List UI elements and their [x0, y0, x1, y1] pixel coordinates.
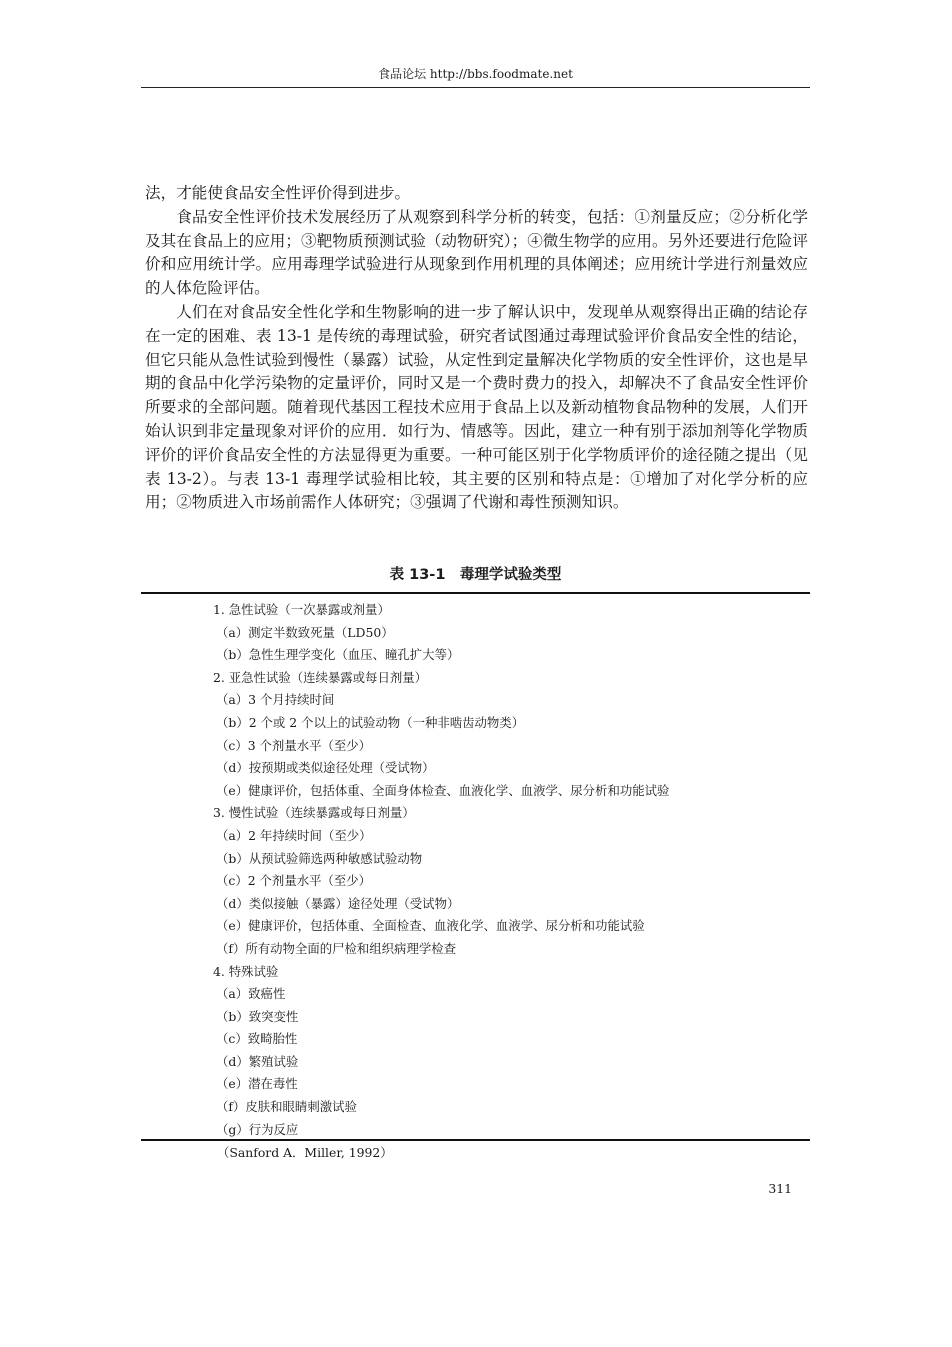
table-row: （f）皮肤和眼睛刺激试验	[216, 1099, 357, 1115]
table-row: （a）测定半数致死量（LD50）	[216, 624, 394, 640]
table-row: （c）致畸胎性	[216, 1031, 298, 1047]
table-row: （a）致癌性	[216, 986, 286, 1002]
header-rule	[141, 87, 810, 88]
table-row: （b）从预试验筛选两种敏感试验动物	[216, 850, 423, 866]
table-row: （b）致突变性	[216, 1008, 299, 1024]
table-row: （c）2 个剂量水平（至少）	[216, 873, 372, 889]
paragraph: 食品安全性评价技术发展经历了从观察到科学分析的转变，包括：①剂量反应；②分析化学及其在食品上的应用；③靶物质预测试验（动物研究）；④微生物学的应用。另外还要进行危险评价和应用统计学。应用毒理学试验进行从现象到作用机理的具体阐述；应用统计学进行剂量效应的人体危险评估。	[145, 207, 808, 298]
table-body	[213, 599, 669, 1141]
table-section-heading: 2. 亚急性试验（连续暴露或每日剂量）	[213, 669, 428, 685]
table-row: （e）健康评价，包括体重、全面身体检查、血液化学、血液学、尿分析和功能试验	[216, 782, 670, 798]
table-row: （c）3 个剂量水平（至少）	[216, 737, 372, 753]
table-row: （d）类似接触（暴露）途径处理（受试物）	[216, 895, 460, 911]
table-section-heading: 1. 急性试验（一次暴露或剂量）	[213, 602, 390, 617]
table-bottom-rule	[141, 1139, 810, 1141]
page-header: 食品论坛 http://bbs.foodmate.net	[378, 67, 573, 81]
table-section-heading: 4. 特殊试验	[213, 963, 279, 979]
table-row: （a）2 年持续时间（至少）	[216, 827, 372, 843]
table-row: （e）潜在毒性	[216, 1076, 298, 1092]
table-row: （e）健康评价，包括体重、全面检查、血液化学、血液学、尿分析和功能试验	[216, 918, 645, 934]
table-row: （d）按预期或类似途径处理（受试物）	[216, 760, 435, 776]
table-row: （b）急性生理学变化（血压、瞳孔扩大等）	[216, 647, 460, 663]
table-source-note: （Sanford A．Miller, 1992）	[217, 1145, 393, 1160]
body-text	[145, 182, 808, 515]
paragraph: 人们在对食品安全性化学和生物影响的进一步了解认识中，发现单从观察得出正确的结论存在一定的困难、表 13-1 是传统的毒理试验，研究者试图通过毒理试验评价食品安全性的结论，但它只能从急性试验到慢性（暴露）试验，从定性到定量解决化学物质的安全性评价，这也是早期的食品中化学污染物的定量评价，同时又是一个费时费力的投入，却解决不了食品安全性评价所要求的全部问题。随着现代基因工程技术应用于食品上以及新动植物食品物种的发展，人们开始认识到非定量现象对评价的应用．如行为、情感等。因此，建立一种有别于添加剂等化学物质评价的评价食品安全性的方法显得更为重要。一种可能区别于化学物质评价的途径随之提出（见表 13-2）。与表 13-1 毒理学试验相比较，其主要的区别和特点是：①增加了对化学分析的应用；②物质进入市场前需作人体研究；③强调了代谢和毒性预测知识。	[145, 302, 808, 512]
table-row: （b）2 个或 2 个以上的试验动物（一种非啮齿动物类）	[216, 714, 525, 730]
table-row: （d）繁殖试验	[216, 1053, 299, 1069]
table-row: （f）所有动物全面的尸检和组织病理学检查	[216, 940, 457, 956]
table-section-heading: 3. 慢性试验（连续暴露或每日剂量）	[213, 805, 415, 821]
table-top-rule	[141, 592, 810, 594]
table-row: （g）行为反应	[216, 1121, 299, 1137]
table-caption: 表 13-1 毒理学试验类型	[389, 567, 562, 583]
paragraph-continuation: 法，才能使食品安全性评价得到进步。	[145, 184, 411, 202]
table-row: （a）3 个月持续时间	[216, 692, 335, 708]
page-number: 311	[768, 1181, 792, 1196]
